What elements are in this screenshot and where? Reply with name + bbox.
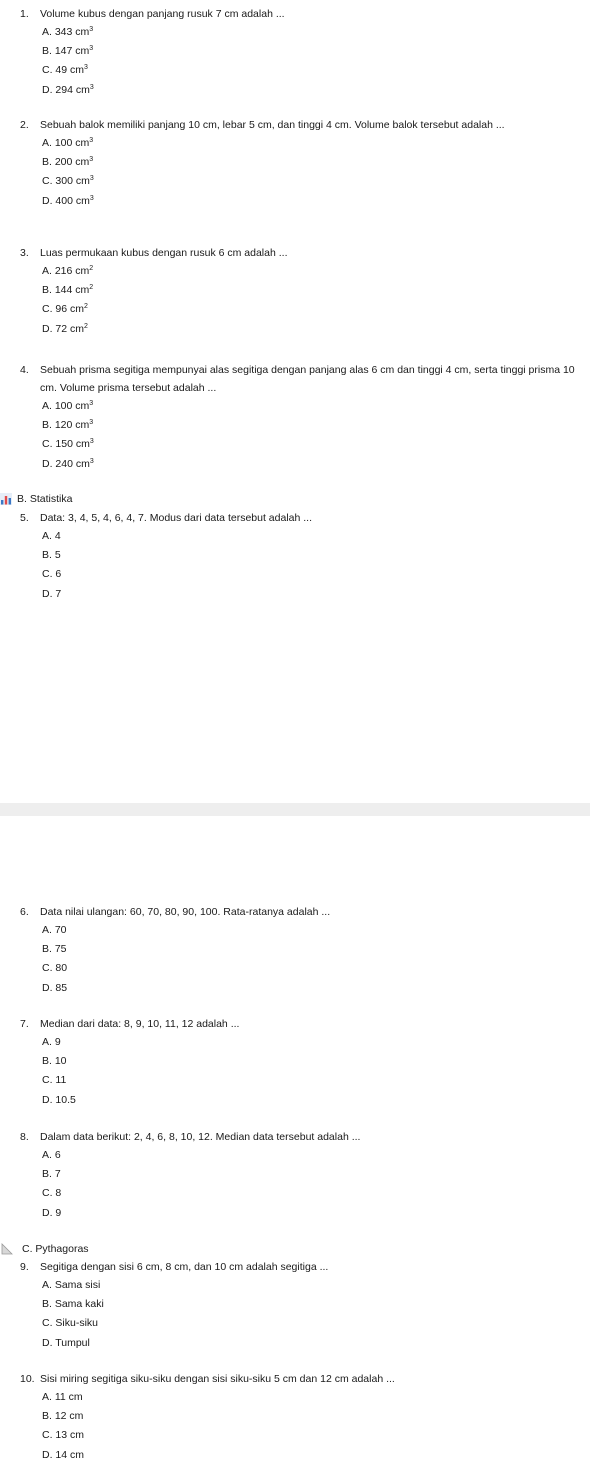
question-number: 3. <box>20 247 29 259</box>
option-list <box>42 134 580 211</box>
option-a: A. Sama sisi <box>42 1279 101 1291</box>
option-c: C. 300 $cm^3$ <box>42 175 94 188</box>
question-stem: Median dari data: 8, 9, 10, 11, 12 adalah ... <box>40 1018 240 1030</box>
option-c: C. 80 <box>42 962 68 975</box>
option-d: D. Tumpul <box>42 1336 90 1349</box>
option-b: B. 7 <box>42 1168 61 1181</box>
triangle-ruler-icon <box>0 1243 14 1255</box>
option-a: A. 100 $cm^3$ <box>42 137 94 149</box>
option-c: C. 96 $cm^2$ <box>42 303 88 316</box>
question-text <box>20 1015 580 1033</box>
question-number: 8. <box>20 1131 29 1143</box>
question-number: 4. <box>20 364 29 376</box>
section-heading-pythagoras <box>0 1240 89 1258</box>
option-c: C. Siku-siku <box>42 1317 99 1330</box>
option-a: A. 343 $cm^3$ <box>42 26 94 38</box>
option-d: D. 72 $cm^2$ <box>42 322 88 335</box>
option-b: B. 5 <box>42 549 61 562</box>
option-b: B. 75 <box>42 943 67 956</box>
question-text <box>20 116 580 134</box>
question-5 <box>0 509 580 604</box>
option-c: C. 8 <box>42 1187 62 1200</box>
question-1 <box>0 5 580 100</box>
question-stem: Sebuah prisma segitiga mempunyai alas segitiga dengan panjang alas 6 cm dan tinggi 4 cm, serta tinggi prisma 10 cm. Volume prisma tersebut adalah ... <box>40 364 575 394</box>
question-8 <box>0 1128 580 1223</box>
option-d: D. 85 <box>42 981 68 994</box>
option-a: A. 4 <box>42 530 61 542</box>
question-stem: Data nilai ulangan: 60, 70, 80, 90, 100. Rata-ratanya adalah ... <box>40 906 331 918</box>
option-list <box>42 1388 580 1465</box>
option-d: D. 294 $cm^3$ <box>42 83 94 96</box>
question-text <box>20 509 580 527</box>
option-list <box>42 1276 580 1353</box>
question-stem: Data: 3, 4, 5, 4, 6, 4, 7. Modus dari data tersebut adalah ... <box>40 512 313 524</box>
question-number: 10. <box>20 1373 35 1385</box>
question-number: 9. <box>20 1261 29 1273</box>
question-10 <box>0 1370 580 1465</box>
question-number: 7. <box>20 1018 29 1030</box>
page-break-separator <box>0 803 590 816</box>
option-c: C. 11 <box>42 1074 67 1087</box>
question-number: 5. <box>20 512 29 524</box>
option-d: D. 10.5 <box>42 1093 76 1106</box>
question-number: 6. <box>20 906 29 918</box>
question-stem: Dalam data berikut: 2, 4, 6, 8, 10, 12. Median data tersebut adalah ... <box>40 1131 361 1143</box>
option-c: C. 6 <box>42 568 62 581</box>
option-a: A. 216 $cm^2$ <box>42 265 94 277</box>
option-a: A. 100 $cm^3$ <box>42 400 94 412</box>
question-text <box>20 1258 580 1276</box>
question-text <box>20 5 580 23</box>
option-c: C. 13 cm <box>42 1429 85 1442</box>
section-title: B. Statistika <box>17 493 73 505</box>
question-number: 2. <box>20 119 29 131</box>
bar-chart-icon <box>0 493 12 505</box>
section-title: C. Pythagoras <box>22 1243 89 1255</box>
question-text <box>20 1370 580 1388</box>
option-list <box>42 23 580 100</box>
question-stem: Sebuah balok memiliki panjang 10 cm, lebar 5 cm, dan tinggi 4 cm. Volume balok tersebut adalah ... <box>40 119 505 131</box>
question-7 <box>0 1015 580 1110</box>
option-d: D. 7 <box>42 587 62 600</box>
question-4 <box>0 361 580 474</box>
option-a: A. 6 <box>42 1149 61 1161</box>
option-list <box>42 397 580 474</box>
question-text <box>20 244 580 262</box>
option-a: A. 70 <box>42 924 67 936</box>
question-stem: Volume kubus dengan panjang rusuk 7 cm adalah ... <box>40 8 285 20</box>
option-list <box>42 921 580 998</box>
question-6 <box>0 903 580 998</box>
option-d: D. 9 <box>42 1206 62 1219</box>
option-c: C. 150 $cm^3$ <box>42 438 94 451</box>
question-2 <box>0 116 580 211</box>
option-b: B. Sama kaki <box>42 1298 104 1311</box>
option-d: D. 14 cm <box>42 1448 85 1461</box>
question-text <box>20 1128 580 1146</box>
option-d: D. 400 $cm^3$ <box>42 194 94 207</box>
option-a: A. 9 <box>42 1036 61 1048</box>
option-list <box>42 1146 580 1223</box>
option-b: B. 200 $cm^3$ <box>42 156 94 169</box>
option-b: B. 120 $cm^3$ <box>42 419 94 432</box>
option-b: B. 144 $cm^2$ <box>42 284 94 297</box>
question-9 <box>0 1258 580 1353</box>
question-stem: Sisi miring segitiga siku-siku dengan sisi siku-siku 5 cm dan 12 cm adalah ... <box>40 1373 395 1385</box>
question-text <box>20 903 580 921</box>
question-3 <box>0 244 580 339</box>
option-c: C. 49 $cm^3$ <box>42 64 88 77</box>
option-list <box>42 1033 580 1110</box>
option-list <box>42 527 580 604</box>
question-stem: Segitiga dengan sisi 6 cm, 8 cm, dan 10 cm adalah segitiga ... <box>40 1261 329 1273</box>
question-stem: Luas permukaan kubus dengan rusuk 6 cm adalah ... <box>40 247 288 259</box>
option-b: B. 10 <box>42 1055 67 1068</box>
option-list <box>42 262 580 339</box>
option-b: B. 12 cm <box>42 1410 84 1423</box>
section-heading-statistika <box>0 490 72 508</box>
option-a: A. 11 cm <box>42 1391 83 1403</box>
question-number: 1. <box>20 8 29 20</box>
question-text <box>20 361 580 397</box>
option-b: B. 147 $cm^3$ <box>42 45 94 58</box>
option-d: D. 240 $cm^3$ <box>42 457 94 470</box>
